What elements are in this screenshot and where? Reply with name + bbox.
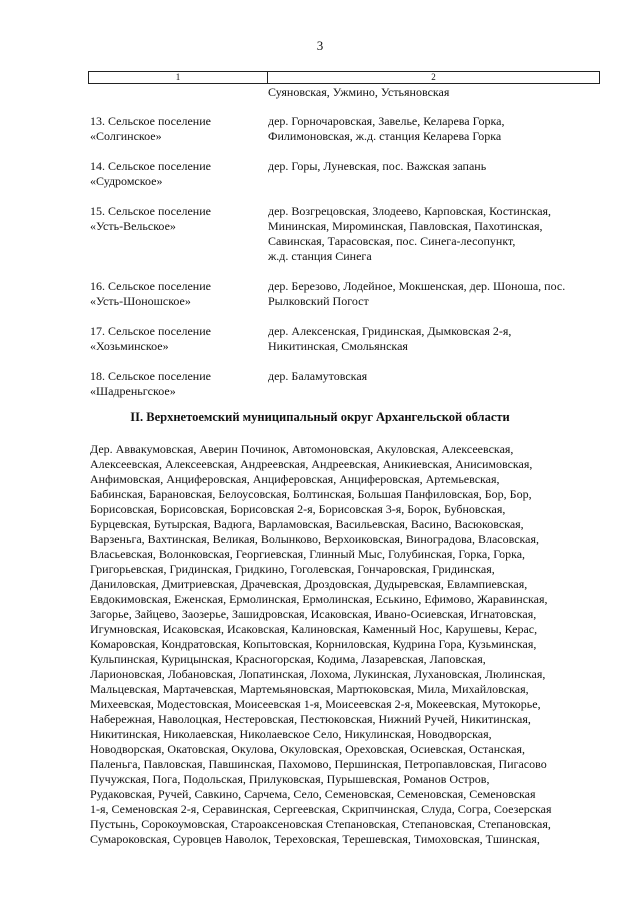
settlement-name-line: 16. Сельское поселение [90,279,211,293]
settlement-name-line: 14. Сельское поселение [90,159,211,173]
villages-line: Никитинская, Смольянская [268,339,408,353]
settlement-villages [268,369,598,399]
paragraph-line: Рудаковская, Ручей, Савкино, Сарчема, Село, Семеновская, Семеновская, Семеновская [90,787,536,801]
paragraph-line: Никитинская, Николаевская, Николаевское Село, Никулинская, Новодворская, [90,727,492,741]
settlement-name-line: 17. Сельское поселение [90,324,211,338]
settlement-name-line: «Солгинское» [90,129,162,143]
settlement-villages [268,279,598,309]
paragraph-line: Бабинская, Барановская, Белоусовская, Болтинская, Большая Панфиловская, Бор, Бор, [90,487,532,501]
table-row [90,279,598,309]
villages-line: Рылковский Погост [268,294,369,308]
villages-line: Савинская, Тарасовская, пос. Синега-лесопункт, [268,234,516,248]
paragraph-line: Алексеевская, Алексеевская, Андреевская, Андреевская, Аникиевская, Анисимовская, [90,457,533,471]
settlement-villages [268,114,598,144]
settlement-name [90,204,268,264]
settlement-name-line: «Усть-Вельское» [90,219,176,233]
villages-line: дер. Возгрецовская, Злодеево, Карповская, Костинская, [268,204,552,218]
settlement-name [90,369,268,399]
paragraph-line: Григорьевская, Гридинская, Гридкино, Гоголевская, Гончаровская, Гридинская, [90,562,495,576]
paragraph-line: Власьевская, Волонковская, Георгиевская, Глинный Мыс, Голубинская, Горка, Горка, [90,547,526,561]
paragraph-line: Сумароковская, Суровцев Наволок, Тереховская, Терешевская, Тимоховская, Тшинская, [90,832,540,846]
villages-line: дер. Алексенская, Гридинская, Дымковская 2-я, [268,324,512,338]
settlement-name [90,279,268,309]
paragraph-line: 1-я, Семеновская 2-я, Серавинская, Сергеевская, Скрипчинская, Слуда, Согра, Соезерская [90,802,552,816]
paragraph-line: Варзеньга, Вахтинская, Великая, Волынково, Верхоиковская, Виноградова, Власовская, [90,532,540,546]
paragraph-line: Пучужская, Пога, Подольская, Прилуковская, Пурышевская, Романов Остров, [90,772,490,786]
paragraph-line: Борисовская, Борисовская, Борисовская 2-я, Борисовская 3-я, Борок, Бубновская, [90,502,506,516]
paragraph-line: Дер. Аввакумовская, Аверин Починок, Автомоновская, Акуловская, Алексеевская, [90,442,514,456]
villages-line: Мининская, Мироминская, Павловская, Пахотинская, [268,219,543,233]
paragraph-line: Игумновская, Исаковская, Исаковская, Калиновская, Каменный Нос, Карушевы, Керас, [90,622,538,636]
table-row [90,159,598,189]
column-2-number: 2 [431,72,436,82]
paragraph-line: Пустынь, Сорокоумовская, Староаксеновская Степановская, Степановская, Степановская, [90,817,551,831]
table-row [90,114,598,144]
paragraph-line: Михеевская, Модестовская, Моисеевская 1-я, Моисеевская 2-я, Мокеевская, Мутокорье, [90,697,541,711]
continued-villages: Суяновская, Ужмино, Устьяновская [268,85,450,99]
paragraph-line: Паленьга, Павловская, Павшинская, Пахомово, Першинская, Петропавловская, Пигасово [90,757,547,771]
settlement-name [90,159,268,189]
settlement-name [90,114,268,144]
section-title: II. Верхнетоемский муниципальный округ Архангельской области [130,410,510,424]
villages-line: дер. Березово, Лодейное, Мокшенская, дер. Шоноша, пос. [268,279,566,293]
villages-paragraph [90,442,598,847]
paragraph-line: Бурцевская, Бутырская, Вадюга, Варламовская, Васильевская, Васино, Васюковская, [90,517,524,531]
villages-line: ж.д. станция Синега [268,249,372,263]
settlement-villages [268,159,598,189]
settlement-name-line: «Усть-Шоношское» [90,294,191,308]
page-number: 3 [316,38,324,53]
settlement-name-line: «Судромское» [90,174,163,188]
villages-line: дер. Баламутовская [268,369,368,383]
table-column-header [88,71,600,84]
settlement-villages [268,204,598,264]
paragraph-line: Анфимовская, Анциферовская, Анциферовская, Анциферовская, Артемьевская, [90,472,500,486]
settlement-name [90,324,268,354]
paragraph-line: Даниловская, Дмитриевская, Драчевская, Дроздовская, Дудыревская, Евлампиевская, [90,577,528,591]
paragraph-line: Загорье, Зайцево, Заозерье, Зашидровская, Исаковская, Ивано-Осиевская, Игнатовская, [90,607,537,621]
villages-line: Филимоновская, ж.д. станция Келарева Горка [268,129,502,143]
table-row [90,324,598,354]
paragraph-line: Набережная, Наволоцкая, Нестеровская, Пестюковская, Нижний Ручей, Никитинская, [90,712,531,726]
paragraph-line: Кульпинская, Курицынская, Красногорская, Кодима, Лазаревская, Лаповская, [90,652,486,666]
paragraph-line: Новодворская, Окатовская, Окулова, Окуловская, Ореховская, Осиевская, Останская, [90,742,525,756]
table-row [90,204,598,264]
settlement-name-line: «Шадреньгское» [90,384,176,398]
paragraph-line: Комаровская, Кондратовская, Копытовская, Корниловская, Кудрина Гора, Кузьминская, [90,637,537,651]
paragraph-line: Мальцевская, Мартачевская, Мартемьяновская, Мартюковская, Мила, Михайловская, [90,682,529,696]
settlement-name-line: «Хозьминское» [90,339,169,353]
paragraph-line: Евдокимовская, Еженская, Ермолинская, Ермолинская, Еськино, Ефимово, Жаравинская, [90,592,548,606]
villages-line: дер. Горночаровская, Завелье, Келарева Горка, [268,114,505,128]
villages-line: дер. Горы, Луневская, пос. Важская запань [268,159,487,173]
settlement-name-line: 18. Сельское поселение [90,369,211,383]
paragraph-line: Ларионовская, Лобановская, Лопатинская, Лохома, Лукинская, Лухановская, Люлинская, [90,667,546,681]
settlement-name-line: 13. Сельское поселение [90,114,211,128]
column-1-number: 1 [89,72,268,83]
settlement-villages [268,324,598,354]
settlements-table [90,114,598,414]
settlement-name-line: 15. Сельское поселение [90,204,211,218]
table-row [90,369,598,399]
